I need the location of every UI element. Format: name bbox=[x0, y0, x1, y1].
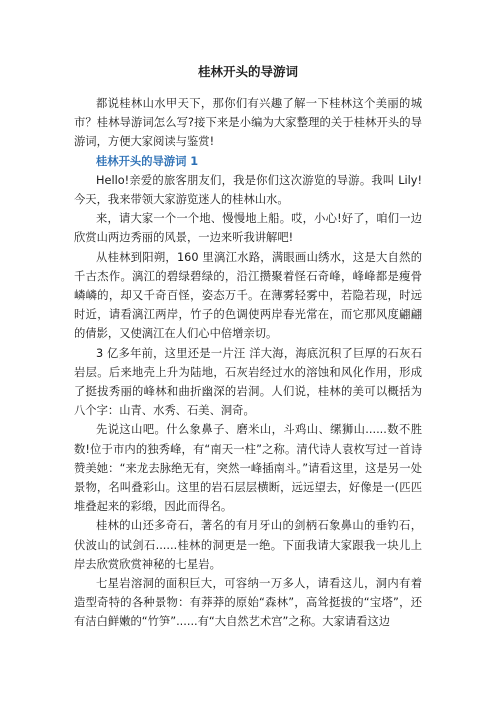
section-heading: 桂林开头的导游词 1 bbox=[96, 154, 199, 168]
body-paragraph: Hello!亲爱的旅客朋友们，我是你们这次游览的导游。我叫 Lily!今天，我来带领大家游览迷人的桂林山水。 bbox=[74, 173, 422, 207]
body-paragraph: 从桂林到阳朔，160 里漓江水路，满眼画山绣水，这是大自然的千古杰作。漓江的碧绿碧绿的，沿江攒聚着怪石奇峰，峰峰都是瘦骨嶙嶙的，却又千奇百怪，姿态万千。在薄雾轻雾中，若隐若现，时远时近，请看漓江两岸，竹子的色调使两岸春光常在，而它那风度翩翩的倩影，又使漓江在人们心中倍增亲切。 bbox=[74, 250, 422, 341]
page-title: 桂林开头的导游词 bbox=[197, 64, 298, 79]
body-paragraph: 先说这山吧。什么象鼻子、磨米山，斗鸡山、缧狮山......数不胜数!位于市内的独秀峰，有“南天一柱”之称。清代诗人袁枚写过一首诗赞美她：“来龙去脉绝无有，突然一峰插南斗。”请看这里，这是另一处景物，名叫叠彩山。这里的岩石层层横断，远远望去，好像是一(匹匹堆叠起来的彩缎，因此而得名。 bbox=[74, 423, 422, 514]
body-paragraph: 3 亿多年前，这里还是一片汪 洋大海，海底沉积了巨厚的石灰石岩层。后来地壳上升为陆地，石灰岩经过水的溶蚀和风化作用，形成了挺拔秀丽的峰林和曲折幽深的岩洞。人们说，桂林的美可以概括为八个字：山青、水秀、石美、洞奇。 bbox=[74, 346, 422, 418]
body-paragraph: 来，请大家一个一个地、慢慢地上船。哎，小心!好了，咱们一边欣赏山两边秀丽的风景，一边来听我讲解吧! bbox=[74, 212, 422, 245]
body-paragraph: 桂林的山还多奇石，著名的有月牙山的剑柄石象鼻山的垂钓石，伏波山的试剑石......桂林的洞更是一绝。下面我请大家跟我一块儿上岸去欣赏欣赏神秘的七星岩。 bbox=[74, 519, 422, 571]
body-paragraph: 七星岩溶洞的面积巨大，可容纳一万多人，请看这儿，洞内有着造型奇特的各种景物：有莽莽的原始“森林”，高耸挺拔的“宝塔”，还有洁白鲜嫩的“竹笋”......有“大自然艺术宫”之称。大家请看这边 bbox=[74, 577, 422, 629]
intro-paragraph: 都说桂林山水甲天下，那你们有兴趣了解一下桂林这个美丽的城市？桂林导游词怎么写?接下来是小编为大家整理的关于桂林开头的导游词，方便大家阅读与鉴赏! bbox=[74, 97, 422, 149]
